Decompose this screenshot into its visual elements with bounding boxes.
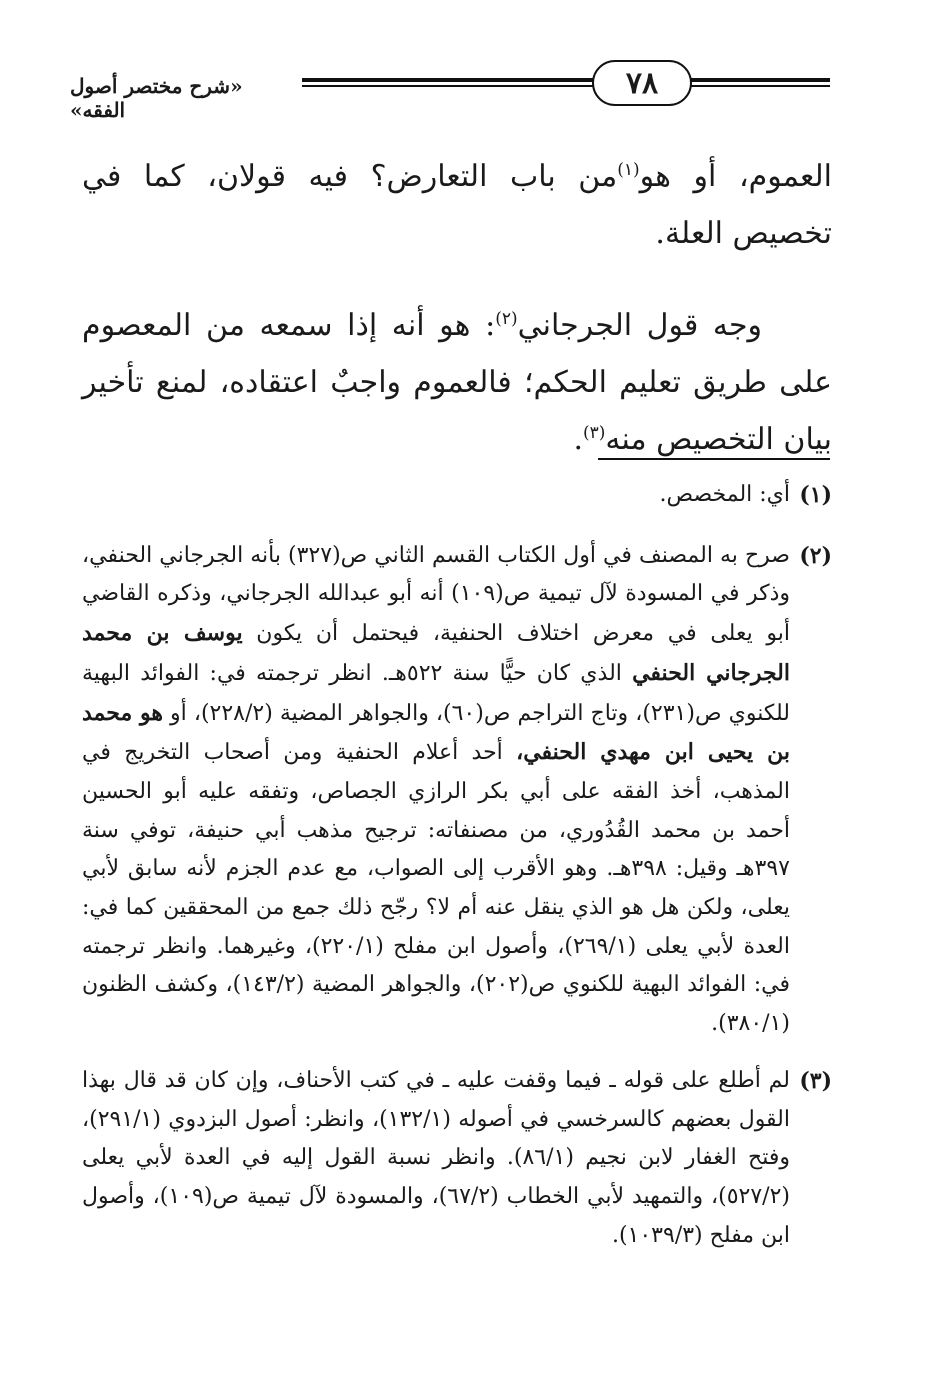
footnote-3-number: (٣) — [799, 1067, 832, 1094]
footnote-2-part-3: أحد أعلام الحنفية ومن أصحاب التخريج في المذهب، أخذ الفقه على أبي بكر الرازي الجصاص، وتفقه عليه أبو الحسين أحمد بن محمد القُدُوري، من مصنفاته: ترجيح مذهب أبي حنيفة، توفي سنة ٣٩٧هـ وقيل: ٣٩٨هـ. وهو الأقرب إلى الصواب، مع عدم الجزم لأنه سابق لأبي يعلى، ولكن هل هو الذي ينقل عنه أم لا؟ رجّح ذلك جمع من المحققين كما في: العدة لأبي يعلى (٢٦٩/١)، وأصول ابن مفلح (٢٢٠/١)، وغيرهما. وانظر ترجمته في: الفوائد البهية للكنوي ص(٢٠٢)، والجواهر المضية (١٤٣/٢)، وكشف الظنون (٣٨٠/١). — [82, 740, 790, 1037]
running-title: «شرح مختصر أصول الفقه» — [70, 74, 243, 122]
footnote-ref-3[interactable]: (٣) — [583, 423, 606, 443]
footnotes — [82, 476, 832, 1273]
footnote-2-bold-name-1: يوسف بن محمد الجرجاني الحنفي — [82, 620, 791, 686]
footnote-2-text — [82, 537, 790, 1044]
paragraph-1 — [82, 148, 832, 262]
footnote-2-number: (٢) — [799, 542, 832, 569]
footnote-3 — [82, 1062, 832, 1256]
page-number-badge — [592, 60, 692, 106]
p1-text-b: من باب التعارض؟ فيه قولان، كما في تخصيص العلة. — [82, 159, 832, 251]
footnote-1 — [82, 476, 832, 515]
footnote-2-bold-name-2: هو محمد بن يحيى ابن مهدي الحنفي، — [82, 699, 791, 766]
footnote-ref-1[interactable]: (١) — [617, 160, 640, 180]
p2-text-b: : هو أنه إذا سمعه من المعصوم على طريق تعليم الحكم؛ فالعموم واجبٌ اعتقاده، لمنع تأخير بيان التخصيص منه — [82, 308, 832, 457]
main-text — [82, 148, 832, 468]
footnote-3-text: لم أطلع على قوله ـ فيما وقفت عليه ـ في كتب الأحناف، وإن كان قد قال بهذا القول بعضهم كالسرخسي في أصوله (١٣٢/١)، وانظر: أصول البزدوي (٢٩١/١)، وفتح الغفار لابن نجيم (٨٦/١). وانظر نسبة القول إليه في العدة لأبي يعلى (٥٢٧/٢)، والتمهيد لأبي الخطاب (٦٧/٢)، والمسودة لآل تيمية ص(١٠٩)، وأصول ابن مفلح (١٠٣٩/٣). — [82, 1067, 791, 1248]
p2-text-c: . — [573, 422, 583, 457]
header-double-rule — [302, 78, 830, 87]
p2-text-a: وجه قول الجرجاني — [517, 308, 763, 343]
footnote-ref-2[interactable]: (٢) — [495, 309, 518, 329]
p1-text-a: العموم، أو هو — [639, 159, 832, 194]
footnote-separator — [598, 458, 830, 460]
paragraph-2 — [82, 297, 832, 468]
footnote-1-text: أي: المخصص. — [659, 482, 790, 507]
footnote-2-part-1: صرح به المصنف في أول الكتاب القسم الثاني ص(٣٢٧) بأنه الجرجاني الحنفي، وذكر في المسودة لآل تيمية ص(١٠٩) أنه أبو عبدالله الجرجاني، وذكره القاضي أبو يعلى في معرض اختلاف الحنفية، فيحتمل أن يكون — [82, 542, 791, 647]
footnote-2-part-2: الذي كان حيًّا سنة ٥٢٢هـ. انظر ترجمته في: الفوائد البهية للكنوي ص(٢٣١)، وتاج التراجم ص(٦٠)، والجواهر المضية (٢٢٨/٢)، أو — [82, 660, 790, 726]
page-header — [70, 52, 830, 122]
footnote-2 — [82, 537, 832, 1044]
footnote-1-number: (١) — [799, 482, 832, 508]
page-number: ٧٨ — [625, 65, 659, 101]
